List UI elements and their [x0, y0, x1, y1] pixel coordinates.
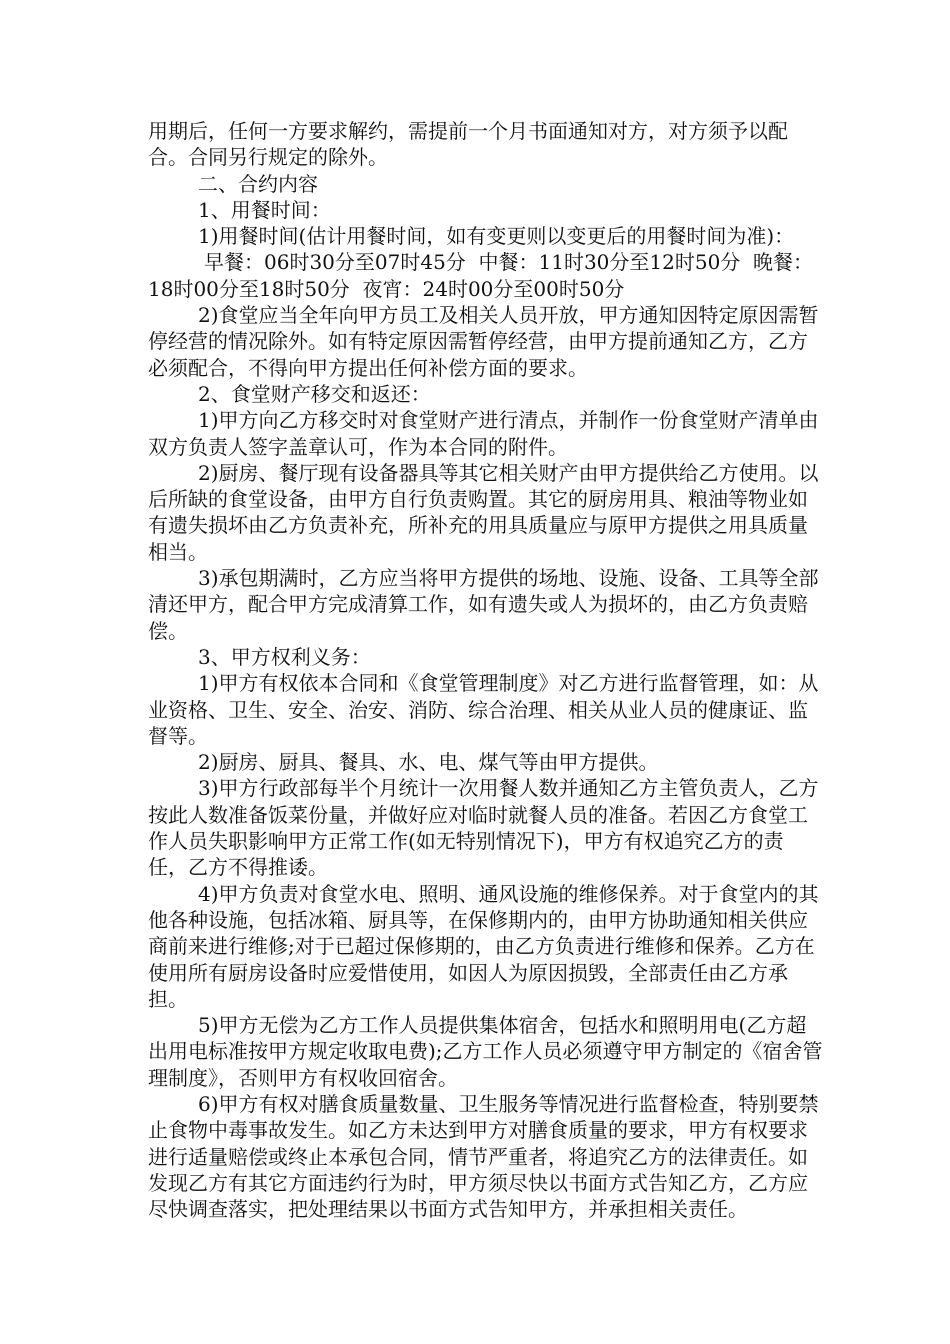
- paragraph-meal-time-2: 2)食堂应当全年向甲方员工及相关人员开放，甲方通知因特定原因需暂停经营的情况除外。如有特定原因需暂停经营，由甲方提前通知乙方，乙方必须配合，不得向甲方提出任何补偿方面的要求。: [148, 303, 819, 380]
- paragraph-property-2: 2)厨房、餐厅现有设备器具等其它相关财产由甲方提供给乙方使用。以后所缺的食堂设备，由甲方自行负责购置。其它的厨房用具、粮油等物业如有遗失损坏由乙方负责补充，所补充的用具质量应与原甲方提供之用具质量相当。: [148, 460, 819, 564]
- paragraph-property-3: 3)承包期满时，乙方应当将甲方提供的场地、设施、设备、工具等全部清还甲方，配合甲方完成清算工作，如有遗失或人为损坏的，由乙方负责赔偿。: [148, 566, 819, 643]
- subheading-party-a-rights: 3、甲方权利义务：: [198, 644, 371, 669]
- paragraph-meal-time-1: 1)用餐时间(估计用餐时间，如有变更则以变更后的用餐时间为准)：: [198, 224, 795, 249]
- paragraph-rights-1: 1)甲方有权依本合同和《食堂管理制度》对乙方进行监督管理，如：从业资格、卫生、安全、治安、消防、综合治理、相关从业人员的健康证、监督等。: [148, 671, 819, 748]
- paragraph-rights-3: 3)甲方行政部每半个月统计一次用餐人数并通知乙方主管负责人，乙方按此人数准备饭菜份量，并做好应对临时就餐人员的准备。若因乙方食堂工作人员失职影响甲方正常工作(如无特别情况下)，甲方有权追究乙方的责任，乙方不得推诿。: [148, 776, 819, 880]
- paragraph-continuation: 用期后，任何一方要求解约，需提前一个月书面通知对方，对方须予以配合。合同另行规定的除外。: [148, 119, 788, 170]
- paragraph-rights-4: 4)甲方负责对食堂水电、照明、通风设施的维修保养。对于食堂内的其他各种设施，包括冰箱、厨具等，在保修期内的，由甲方协助通知相关供应商前来进行维修;对于已超过保修期的，由乙方负责进行维修和保养。乙方在使用所有厨房设备时应爱惜使用，如因人为原因损毁，全部责任由乙方承担。: [148, 881, 819, 1011]
- paragraph-rights-2: 2)厨房、厨具、餐具、水、电、煤气等由甲方提供。: [198, 750, 659, 775]
- paragraph-rights-6: 6)甲方有权对膳食质量数量、卫生服务等情况进行监督检查，特别要禁止食物中毒事故发生。如乙方未达到甲方对膳食质量的要求，甲方有权要求进行适量赔偿或终止本承包合同，情节严重者，将追究乙方的法律责任。如发现乙方有其它方面违约行为时，甲方须尽快以书面方式告知乙方，乙方应尽快调查落实，把处理结果以书面方式告知甲方，并承担相关责任。: [148, 1091, 819, 1222]
- document-page: [148, 118, 823, 1222]
- section-heading-contract-content: 二、合约内容: [198, 171, 318, 196]
- subheading-meal-time: 1、用餐时间：: [198, 197, 331, 222]
- paragraph-property-1: 1)甲方向乙方移交时对食堂财产进行清点，并制作一份食堂财产清单由双方负责人签字盖章认可，作为本合同的附件。: [148, 408, 819, 459]
- paragraph-rights-5: 5)甲方无偿为乙方工作人员提供集体宿舍，包括水和照明用电(乙方超出用电标准按甲方规定收取电费);乙方工作人员必须遵守甲方制定的《宿舍管理制度》，否则甲方有权收回宿舍。: [148, 1013, 823, 1090]
- subheading-property-handover: 2、食堂财产移交和返还：: [198, 381, 431, 406]
- paragraph-meal-schedule: 早餐：06时30分至07时45分 中餐：11时30分至12时50分 晚餐：18时00分至18时50分 夜宵：24时00分至00时50分: [148, 250, 814, 301]
